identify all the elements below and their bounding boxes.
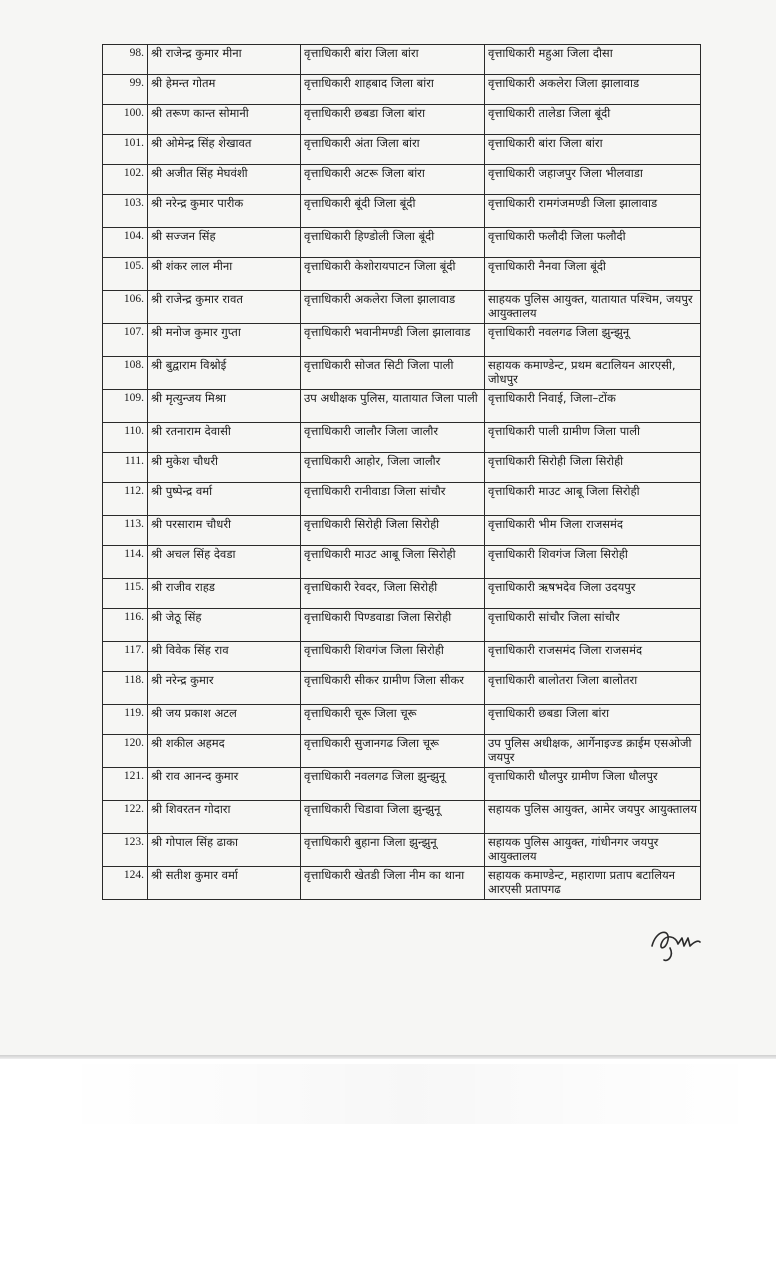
table-row <box>103 324 701 357</box>
new-posting: वृत्ताधिकारी अकलेरा जिला झालावाड <box>485 75 701 105</box>
serial-number: 106. <box>103 291 148 324</box>
officer-name: श्री पुष्पेन्द्र वर्मा <box>148 483 301 516</box>
current-posting: वृत्ताधिकारी अंता जिला बांरा <box>301 135 485 165</box>
officer-name: श्री मुकेश चौधरी <box>148 453 301 483</box>
serial-number: 117. <box>103 642 148 672</box>
officer-name: श्री सतीश कुमार वर्मा <box>148 867 301 900</box>
current-posting: वृत्ताधिकारी सोजत सिटी जिला पाली <box>301 357 485 390</box>
table-row <box>103 258 701 291</box>
serial-number: 99. <box>103 75 148 105</box>
new-posting: वृत्ताधिकारी माउट आबू जिला सिरोही <box>485 483 701 516</box>
signature-mark <box>646 924 702 964</box>
current-posting: वृत्ताधिकारी शिवगंज जिला सिरोही <box>301 642 485 672</box>
officer-name: श्री परसाराम चौधरी <box>148 516 301 546</box>
serial-number: 122. <box>103 801 148 834</box>
current-posting: वृत्ताधिकारी रेवदर, जिला सिरोही <box>301 579 485 609</box>
serial-number: 102. <box>103 165 148 195</box>
current-posting: वृत्ताधिकारी अटरू जिला बांरा <box>301 165 485 195</box>
serial-number: 100. <box>103 105 148 135</box>
table-row <box>103 165 701 195</box>
serial-number: 104. <box>103 228 148 258</box>
current-posting: वृत्ताधिकारी रानीवाडा जिला सांचौर <box>301 483 485 516</box>
current-posting: वृत्ताधिकारी छबडा जिला बांरा <box>301 105 485 135</box>
table-row <box>103 609 701 642</box>
current-posting: वृत्ताधिकारी नवलगढ जिला झुन्झुनू <box>301 768 485 801</box>
new-posting: साहयक पुलिस आयुक्त, यातायात पश्चिम, जयपुर आयुक्तालय <box>485 291 701 324</box>
officer-name: श्री राव आनन्द कुमार <box>148 768 301 801</box>
current-posting: वृत्ताधिकारी अकलेरा जिला झालावाड <box>301 291 485 324</box>
current-posting: वृत्ताधिकारी आहोर, जिला जालौर <box>301 453 485 483</box>
new-posting: वृत्ताधिकारी जहाजपुर जिला भीलवाडा <box>485 165 701 195</box>
table-row <box>103 768 701 801</box>
new-posting: वृत्ताधिकारी शिवगंज जिला सिरोही <box>485 546 701 579</box>
officer-name: श्री राजेन्द्र कुमार रावत <box>148 291 301 324</box>
officer-name: श्री अचल सिंह देवडा <box>148 546 301 579</box>
officer-name: श्री मृत्युन्जय मिश्रा <box>148 390 301 423</box>
transfer-table <box>102 44 701 900</box>
serial-number: 119. <box>103 705 148 735</box>
current-posting: वृत्ताधिकारी पिण्डवाडा जिला सिरोही <box>301 609 485 642</box>
new-posting: वृत्ताधिकारी पाली ग्रामीण जिला पाली <box>485 423 701 453</box>
current-posting: वृत्ताधिकारी केशोरायपाटन जिला बूंदी <box>301 258 485 291</box>
table-row <box>103 867 701 900</box>
serial-number: 118. <box>103 672 148 705</box>
table-row <box>103 75 701 105</box>
serial-number: 111. <box>103 453 148 483</box>
current-posting: वृत्ताधिकारी चूरू जिला चूरू <box>301 705 485 735</box>
current-posting: वृत्ताधिकारी शाहबाद जिला बांरा <box>301 75 485 105</box>
table-row <box>103 579 701 609</box>
officer-name: श्री नरेन्द्र कुमार पारीक <box>148 195 301 228</box>
table-row <box>103 390 701 423</box>
table-row <box>103 801 701 834</box>
new-posting: वृत्ताधिकारी सिरोही जिला सिरोही <box>485 453 701 483</box>
new-posting: वृत्ताधिकारी निवाई, जिला–टोंक <box>485 390 701 423</box>
current-posting: वृत्ताधिकारी बांरा जिला बांरा <box>301 45 485 75</box>
serial-number: 107. <box>103 324 148 357</box>
serial-number: 109. <box>103 390 148 423</box>
current-posting: वृत्ताधिकारी बुहाना जिला झुन्झुनू <box>301 834 485 867</box>
officer-name: श्री शिवरतन गोदारा <box>148 801 301 834</box>
new-posting: वृत्ताधिकारी नवलगढ जिला झुन्झुनू <box>485 324 701 357</box>
transfer-table-body <box>103 45 701 900</box>
serial-number: 115. <box>103 579 148 609</box>
new-posting: सहायक कमाण्डेन्ट, प्रथम बटालियन आरएसी, जोधपुर <box>485 357 701 390</box>
officer-name: श्री तरूण कान्त सोमानी <box>148 105 301 135</box>
new-posting: उप पुलिस अधीक्षक, आर्गेनाइज्ड क्राईम एसओजी जयपुर <box>485 735 701 768</box>
officer-name: श्री बुद्वाराम विश्नोई <box>148 357 301 390</box>
officer-name: श्री मनोज कुमार गुप्ता <box>148 324 301 357</box>
officer-name: श्री जेठू सिंह <box>148 609 301 642</box>
serial-number: 113. <box>103 516 148 546</box>
serial-number: 124. <box>103 867 148 900</box>
serial-number: 105. <box>103 258 148 291</box>
table-row <box>103 516 701 546</box>
new-posting: वृत्ताधिकारी नैनवा जिला बूंदी <box>485 258 701 291</box>
serial-number: 98. <box>103 45 148 75</box>
officer-name: श्री जय प्रकाश अटल <box>148 705 301 735</box>
officer-name: श्री शकील अहमद <box>148 735 301 768</box>
new-posting: वृत्ताधिकारी बालोतरा जिला बालोतरा <box>485 672 701 705</box>
table-row <box>103 423 701 453</box>
officer-name: श्री सज्जन सिंह <box>148 228 301 258</box>
serial-number: 116. <box>103 609 148 642</box>
table-row <box>103 483 701 516</box>
current-posting: वृत्ताधिकारी जालौर जिला जालौर <box>301 423 485 453</box>
serial-number: 123. <box>103 834 148 867</box>
officer-name: श्री नरेन्द्र कुमार <box>148 672 301 705</box>
new-posting: वृत्ताधिकारी ऋषभदेव जिला उदयपुर <box>485 579 701 609</box>
new-posting: वृत्ताधिकारी महुआ जिला दौसा <box>485 45 701 75</box>
serial-number: 114. <box>103 546 148 579</box>
serial-number: 112. <box>103 483 148 516</box>
current-posting: वृत्ताधिकारी हिण्डोली जिला बूंदी <box>301 228 485 258</box>
new-posting: वृत्ताधिकारी छबडा जिला बांरा <box>485 705 701 735</box>
table-row <box>103 834 701 867</box>
new-posting: वृत्ताधिकारी भीम जिला राजसमंद <box>485 516 701 546</box>
background-shadow <box>60 1064 760 1124</box>
new-posting: सहायक पुलिस आयुक्त, आमेर जयपुर आयुक्तालय <box>485 801 701 834</box>
serial-number: 120. <box>103 735 148 768</box>
table-row <box>103 135 701 165</box>
new-posting: वृत्ताधिकारी राजसमंद जिला राजसमंद <box>485 642 701 672</box>
current-posting: वृत्ताधिकारी सिरोही जिला सिरोही <box>301 516 485 546</box>
page-edge <box>0 1055 776 1059</box>
serial-number: 110. <box>103 423 148 453</box>
table-row <box>103 291 701 324</box>
table-row <box>103 357 701 390</box>
officer-name: श्री ओमेन्द्र सिंह शेखावत <box>148 135 301 165</box>
table-row <box>103 705 701 735</box>
table-row <box>103 546 701 579</box>
table-row <box>103 105 701 135</box>
new-posting: वृत्ताधिकारी रामगंजमण्डी जिला झालावाड <box>485 195 701 228</box>
serial-number: 101. <box>103 135 148 165</box>
current-posting: वृत्ताधिकारी बूंदी जिला बूंदी <box>301 195 485 228</box>
current-posting: वृत्ताधिकारी सुजानगढ जिला चूरू <box>301 735 485 768</box>
table-row <box>103 735 701 768</box>
current-posting: वृत्ताधिकारी माउट आबू जिला सिरोही <box>301 546 485 579</box>
officer-name: श्री राजीव राहड <box>148 579 301 609</box>
officer-name: श्री अजीत सिंह मेघवंशी <box>148 165 301 195</box>
serial-number: 103. <box>103 195 148 228</box>
current-posting: वृत्ताधिकारी चिडावा जिला झुन्झुनू <box>301 801 485 834</box>
table-row <box>103 642 701 672</box>
current-posting: वृत्ताधिकारी सीकर ग्रामीण जिला सीकर <box>301 672 485 705</box>
current-posting: उप अधीक्षक पुलिस, यातायात जिला पाली <box>301 390 485 423</box>
new-posting: सहायक कमाण्डेन्ट, महाराणा प्रताप बटालियन आरएसी प्रतापगढ <box>485 867 701 900</box>
officer-name: श्री शंकर लाल मीना <box>148 258 301 291</box>
officer-name: श्री हेमन्त गोतम <box>148 75 301 105</box>
table-row <box>103 453 701 483</box>
officer-name: श्री विवेक सिंह राव <box>148 642 301 672</box>
officer-name: श्री राजेन्द्र कुमार मीना <box>148 45 301 75</box>
new-posting: वृत्ताधिकारी बांरा जिला बांरा <box>485 135 701 165</box>
table-row <box>103 672 701 705</box>
table-row <box>103 45 701 75</box>
serial-number: 108. <box>103 357 148 390</box>
current-posting: वृत्ताधिकारी भवानीमण्डी जिला झालावाड <box>301 324 485 357</box>
current-posting: वृत्ताधिकारी खेतडी जिला नीम का थाना <box>301 867 485 900</box>
new-posting: वृत्ताधिकारी धौलपुर ग्रामीण जिला धौलपुर <box>485 768 701 801</box>
officer-name: श्री रतनाराम देवासी <box>148 423 301 453</box>
serial-number: 121. <box>103 768 148 801</box>
officer-name: श्री गोपाल सिंह ढाका <box>148 834 301 867</box>
new-posting: वृत्ताधिकारी सांचौर जिला सांचौर <box>485 609 701 642</box>
table-row <box>103 228 701 258</box>
new-posting: वृत्ताधिकारी फलौदी जिला फलौदी <box>485 228 701 258</box>
table-row <box>103 195 701 228</box>
new-posting: सहायक पुलिस आयुक्त, गांधीनगर जयपुर आयुक्तालय <box>485 834 701 867</box>
new-posting: वृत्ताधिकारी तालेडा जिला बूंदी <box>485 105 701 135</box>
